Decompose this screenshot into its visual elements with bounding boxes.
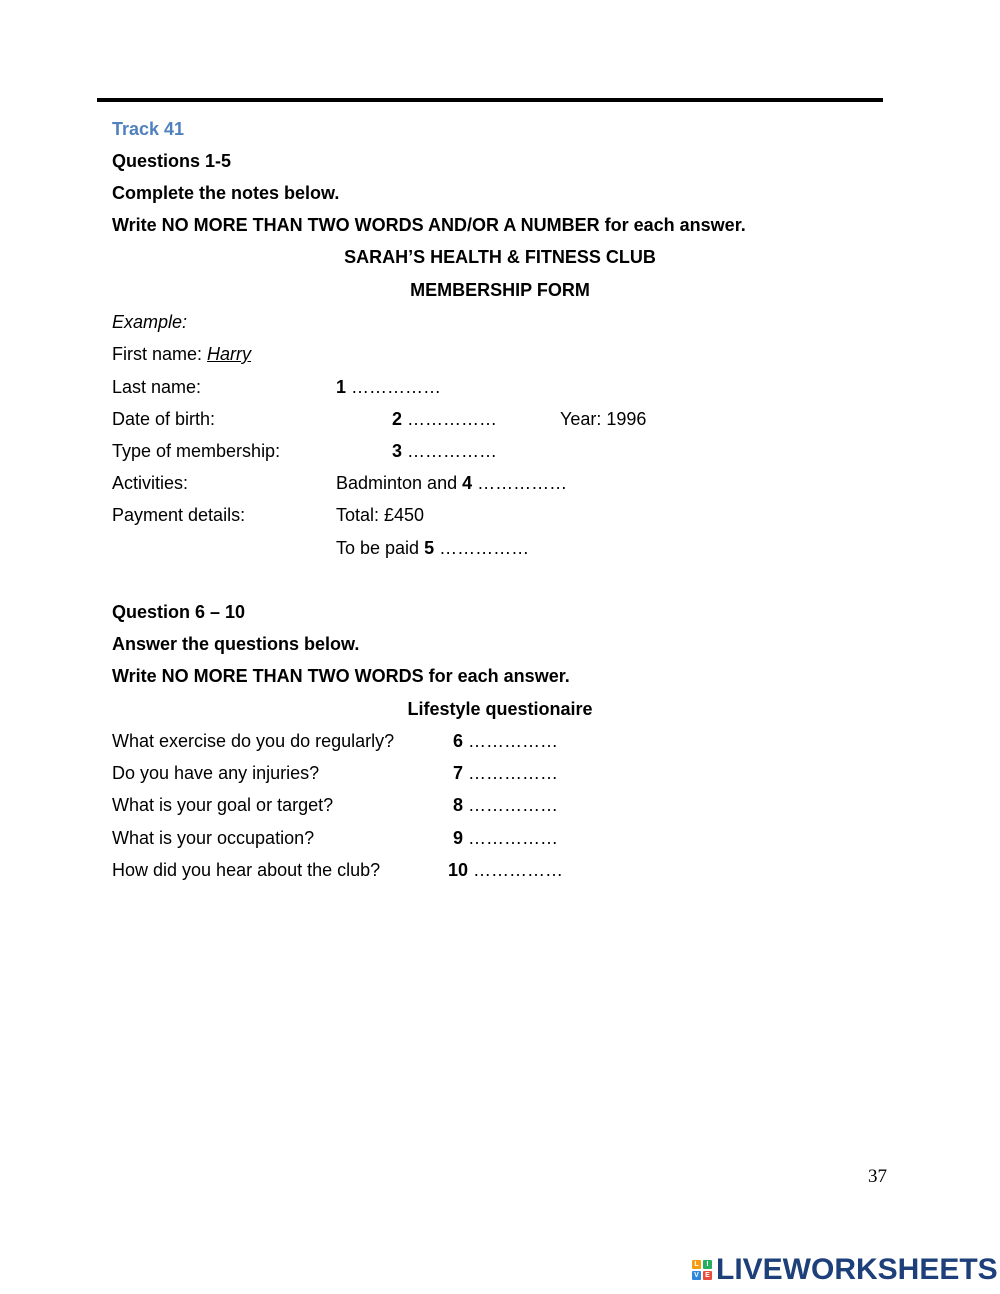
first-name-row [112, 343, 251, 365]
question-number: 7 [453, 763, 464, 783]
question-number: 3 [392, 441, 403, 461]
date-of-birth-label: Date of birth: [112, 409, 216, 429]
payment-details-label: Payment details: [112, 505, 246, 525]
question-10-text: How did you hear about the club? [112, 860, 381, 880]
question-6-text: What exercise do you do regularly? [112, 731, 395, 751]
answer-dots: …………… [468, 763, 559, 783]
answer-dots: …………… [477, 473, 568, 493]
activities-row [336, 472, 567, 494]
part1-heading: Questions 1-5 [112, 151, 232, 171]
question-number: 1 [336, 377, 347, 397]
answer-blank-2[interactable] [392, 408, 497, 430]
liveworksheets-logo[interactable] [692, 1253, 998, 1287]
answer-blank-8[interactable] [453, 794, 558, 816]
activities-prefix: Badminton and [336, 473, 458, 493]
question-9-text: What is your occupation? [112, 828, 315, 848]
part1-instruction-1: Complete the notes below. [112, 183, 340, 203]
form-subtitle: MEMBERSHIP FORM [410, 280, 590, 300]
last-name-label: Last name: [112, 377, 202, 397]
question-number: 2 [392, 409, 403, 429]
page-number: 37 [868, 1166, 887, 1187]
answer-dots: …………… [468, 731, 559, 751]
total-value: Total: £450 [336, 505, 425, 525]
question-number: 8 [453, 795, 464, 815]
form-title: SARAH’S HEALTH & FITNESS CLUB [344, 247, 656, 267]
logo-text: LIVEWORKSHEETS [716, 1253, 998, 1286]
first-name-value: Harry [207, 344, 252, 364]
answer-blank-7[interactable] [453, 762, 558, 784]
part1-instruction-2: Write NO MORE THAN TWO WORDS AND/OR A NUMBER for each answer. [112, 215, 746, 235]
question-number: 6 [453, 731, 464, 751]
top-rule [97, 98, 883, 102]
answer-blank-5[interactable] [424, 538, 529, 558]
question-number: 9 [453, 828, 464, 848]
answer-dots: …………… [407, 441, 498, 461]
answer-dots: …………… [473, 860, 564, 880]
part2-heading: Question 6 – 10 [112, 602, 246, 622]
logo-mark-cell: L [692, 1260, 701, 1269]
question-8-text: What is your goal or target? [112, 795, 334, 815]
question-number: 5 [424, 538, 435, 558]
question-number: 4 [462, 473, 473, 493]
answer-dots: …………… [351, 377, 442, 397]
question-number: 10 [448, 860, 469, 880]
logo-mark-cell: I [703, 1260, 712, 1269]
answer-dots: …………… [468, 795, 559, 815]
to-be-paid-row [336, 537, 529, 559]
track-label: Track 41 [112, 119, 185, 139]
first-name-label: First name: [112, 344, 203, 364]
questionnaire-title: Lifestyle questionaire [407, 699, 593, 719]
part2-instruction-1: Answer the questions below. [112, 634, 360, 654]
year-value: Year: 1996 [560, 409, 647, 429]
example-label: Example: [112, 312, 188, 332]
logo-mark-cell: V [692, 1271, 701, 1280]
answer-blank-1[interactable] [336, 376, 441, 398]
answer-blank-9[interactable] [453, 827, 558, 849]
answer-blank-10[interactable] [448, 859, 563, 881]
answer-dots: …………… [439, 538, 530, 558]
question-7-text: Do you have any injuries? [112, 763, 320, 783]
membership-type-label: Type of membership: [112, 441, 281, 461]
logo-mark-cell: E [703, 1271, 712, 1280]
answer-blank-3[interactable] [392, 440, 497, 462]
liveworksheets-mark-icon [692, 1260, 712, 1280]
to-be-paid-prefix: To be paid [336, 538, 420, 558]
answer-dots: …………… [468, 828, 559, 848]
answer-dots: …………… [407, 409, 498, 429]
answer-blank-4[interactable] [462, 473, 567, 493]
part2-instruction-2: Write NO MORE THAN TWO WORDS for each answer. [112, 666, 570, 686]
answer-blank-6[interactable] [453, 730, 558, 752]
activities-label: Activities: [112, 473, 189, 493]
